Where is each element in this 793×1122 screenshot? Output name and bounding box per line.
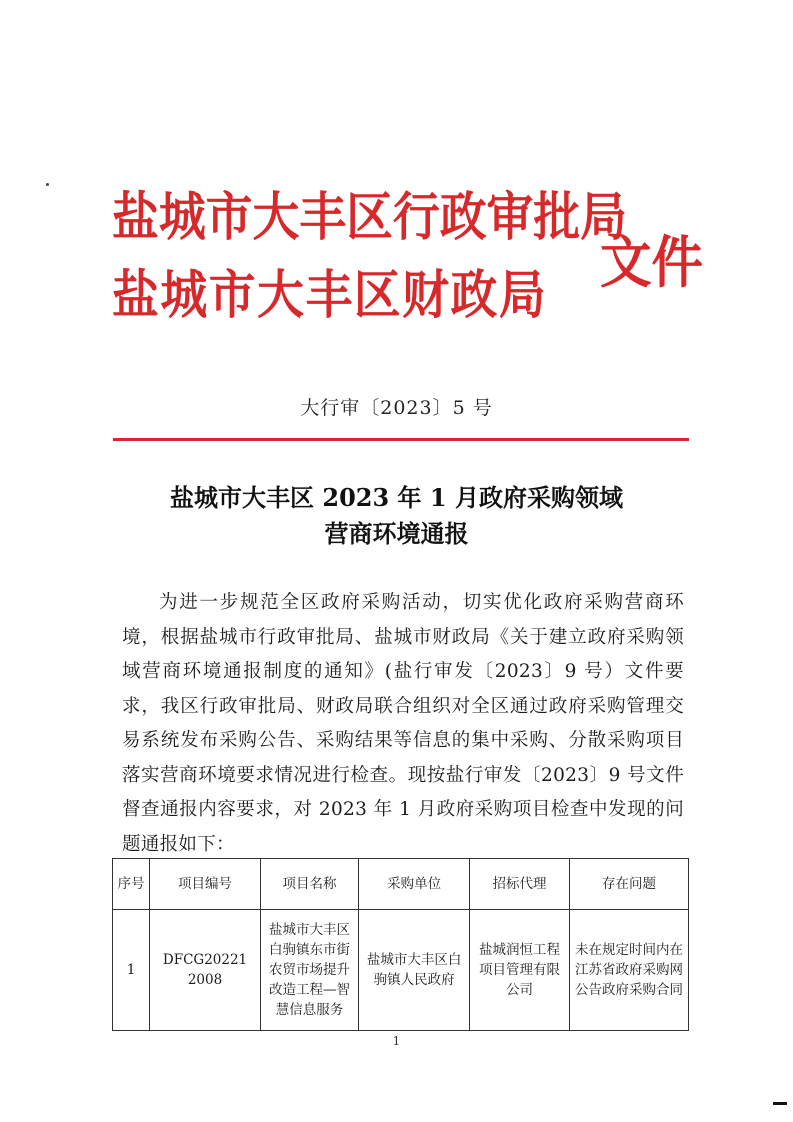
header-char: 盐 <box>112 265 159 326</box>
header-char: 市 <box>205 187 253 248</box>
header-char: 城 <box>158 187 206 248</box>
header-char: 区 <box>346 187 393 248</box>
header-char: 财 <box>402 265 449 326</box>
page-number: 1 <box>392 1034 401 1048</box>
authority-line-approval <box>112 186 627 258</box>
issues-table <box>112 858 689 1031</box>
header-char: 政 <box>439 187 487 248</box>
header-code: 项目编号 <box>150 859 261 910</box>
cell-issue: 未在规定时间内在江苏省政府采购网公告政府采购合同 <box>570 910 689 1031</box>
header-char: 区 <box>353 265 401 326</box>
header-char: 审 <box>486 187 534 248</box>
header-name: 项目名称 <box>260 859 358 910</box>
header-suffix-wenjian: 文件 <box>600 230 704 296</box>
title-line-2: 营商环境通报 <box>324 519 469 548</box>
document-number: 大行审〔2023〕5 号 <box>300 397 493 419</box>
header-char: 市 <box>208 265 256 326</box>
issuing-authorities <box>112 186 627 336</box>
cell-buyer: 盐城市大丰区白驹镇人民政府 <box>359 910 470 1031</box>
header-char: 城 <box>160 265 208 326</box>
header-issue: 存在问题 <box>570 859 689 910</box>
header-agent: 招标代理 <box>470 859 570 910</box>
red-divider <box>113 438 689 441</box>
table-header-row <box>113 859 689 910</box>
header-char: 大 <box>252 187 300 248</box>
header-char: 丰 <box>299 187 347 248</box>
header-char: 批 <box>533 187 581 248</box>
header-buyer: 采购单位 <box>359 859 470 910</box>
body-paragraph: 为进一步规范全区政府采购活动，切实优化政府采购营商环境，根据盐城市行政审批局、盐城市财政局《关于建立政府采购领域营商环境通报制度的通知》(盐行审发〔2023〕9 号）文件要求，我区行政审批局、财政局联合组织对全区通过政府采购管理交易系统发布采购公告、采购结果等信息的集中采购、分散采购项目落实营商环境要求情况进行检查。现按盐行审发〔2023〕9 号文件督查通报内容要求，对 2023 年 1 月政府采购项目检查中发现的问题通报如下： <box>122 592 684 855</box>
header-char: 局 <box>580 187 627 248</box>
scan-edge-mark <box>773 1102 787 1105</box>
table-row <box>113 910 689 1031</box>
scan-speck <box>46 183 49 186</box>
header-char: 盐 <box>112 187 159 248</box>
cell-name: 盐城市大丰区白驹镇东市街农贸市场提升改造工程—智慧信息服务 <box>260 910 358 1031</box>
header-char: 行 <box>392 187 440 248</box>
cell-agent: 盐城润恒工程项目管理有限公司 <box>470 910 570 1031</box>
document-header <box>112 186 704 354</box>
header-char: 政 <box>450 265 498 326</box>
header-char: 局 <box>498 265 546 326</box>
cell-seq: 1 <box>113 910 150 1031</box>
title-line-1: 盐城市大丰区 2023 年 1 月政府采购领域 <box>170 483 623 512</box>
authority-line-finance <box>112 264 546 336</box>
cell-code: DFCG20221 2008 <box>150 910 261 1031</box>
header-char: 大 <box>257 265 304 326</box>
header-char: 丰 <box>305 265 353 326</box>
document-title <box>0 480 793 552</box>
header-seq: 序号 <box>113 859 150 910</box>
